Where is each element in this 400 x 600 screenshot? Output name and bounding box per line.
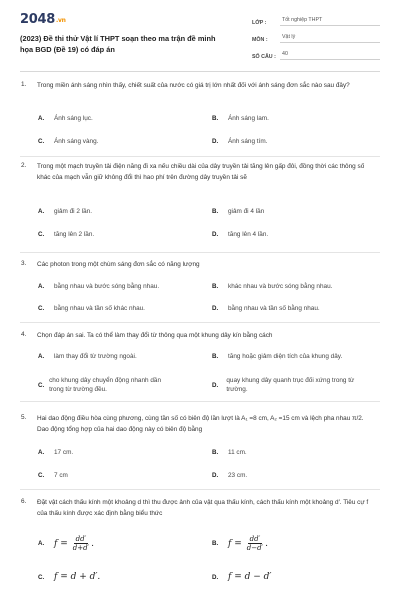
question-number: 2. bbox=[21, 162, 27, 169]
question-3 bbox=[20, 260, 380, 271]
header bbox=[0, 0, 400, 68]
meta-class-label: LỚP : bbox=[252, 20, 267, 26]
option-2b[interactable]: B. giảm đi 4 lần bbox=[212, 208, 265, 215]
question-text: Trong một mạch truyền tải điện năng đi xa nếu chiều dài của dây truyền tải tăng lên gấp đôi, đồng thời các thông số khác của mạch vẫn giữ không đổi thì hao phí trên đường dây truyền tải sẽ bbox=[37, 163, 365, 181]
document-meta bbox=[252, 13, 380, 64]
option-4a[interactable]: A. làm thay đổi từ trường ngoài. bbox=[38, 353, 137, 360]
question-divider bbox=[20, 156, 380, 157]
option-4c[interactable]: C. cho khung dây chuyển động nhanh dần trong từ trường đều. bbox=[38, 377, 162, 393]
document-title: (2023) Đề thi thử Vật lí THPT soạn theo ma trận đề minh họa BGD (Đề 19) có đáp án bbox=[20, 34, 216, 54]
option-6a[interactable]: A. f = $\frac{dd'}{d+d'}$ . bbox=[38, 535, 95, 552]
question-5 bbox=[20, 414, 380, 435]
question-divider bbox=[20, 489, 380, 490]
question-1 bbox=[20, 81, 380, 92]
site-logo[interactable]: 2048.vn bbox=[20, 12, 66, 27]
option-3b[interactable]: B. khác nhau và bước sóng bằng nhau. bbox=[212, 283, 333, 290]
formula-6c: f = d + d′. bbox=[54, 572, 101, 582]
option-2a[interactable]: A. giảm đi 2 lần. bbox=[38, 208, 93, 215]
question-divider bbox=[20, 322, 380, 323]
question-number: 6. bbox=[21, 498, 27, 505]
option-5b[interactable]: B. 11 cm. bbox=[212, 449, 247, 456]
question-text: Hai dao động điều hòa cùng phương, cùng tần số có biên độ lần lượt là A₁ =8 cm, A₂ =15 cm và lệch pha nhau π/2. Dao động tổng hợp của hai dao động này có biên độ bằng bbox=[37, 415, 364, 433]
question-divider bbox=[20, 252, 380, 253]
question-text: Trong miền ánh sáng nhìn thấy, chiết suất của nước có giá trị lớn nhất đối với ánh sáng đơn sắc nào sau đây? bbox=[37, 82, 350, 89]
option-5c[interactable]: C. 7 cm bbox=[38, 472, 68, 479]
meta-class bbox=[252, 13, 380, 26]
meta-class-value: Tốt nghiệp THPT bbox=[280, 17, 380, 26]
question-number: 3. bbox=[21, 260, 27, 267]
question-2 bbox=[20, 162, 380, 183]
option-2c[interactable]: C. tăng lên 2 lần. bbox=[38, 231, 95, 238]
question-4 bbox=[20, 331, 380, 342]
option-4d[interactable]: D. quay khung dây quanh trục đối xứng trong từ trường. bbox=[212, 377, 355, 393]
question-number: 4. bbox=[21, 331, 27, 338]
option-4b[interactable]: B. tăng hoặc giảm diện tích của khung dây. bbox=[212, 353, 343, 360]
option-1a[interactable]: A. Ánh sáng lục. bbox=[38, 115, 93, 122]
formula-6b: f = $\frac{dd'}{d-d'}$ . bbox=[228, 535, 269, 552]
option-6b[interactable]: B. f = $\frac{dd'}{d-d'}$ . bbox=[212, 535, 269, 552]
meta-subject-label: MÔN : bbox=[252, 37, 268, 43]
option-5a[interactable]: A. 17 cm. bbox=[38, 449, 74, 456]
question-6 bbox=[20, 498, 380, 519]
formula-6d: f = d − d′ bbox=[228, 572, 272, 582]
option-6d[interactable]: D. f = d − d′ bbox=[212, 572, 272, 582]
question-text: Các photon trong một chùm sáng đơn sắc có năng lượng bbox=[37, 261, 200, 268]
question-number: 1. bbox=[21, 81, 27, 88]
option-1b[interactable]: B. Ánh sáng lam. bbox=[212, 115, 269, 122]
option-1d[interactable]: D. Ánh sáng tím. bbox=[212, 138, 268, 145]
meta-subject bbox=[252, 30, 380, 43]
meta-subject-value: Vật lý bbox=[280, 34, 380, 43]
question-text: Chọn đáp án sai. Ta có thể làm thay đổi từ thông qua một khung dây kín bằng cách bbox=[37, 332, 273, 339]
option-6c[interactable]: C. f = d + d′. bbox=[38, 572, 101, 582]
meta-count-label: SỐ CÂU : bbox=[252, 54, 276, 60]
question-text: Đặt vật cách thấu kính một khoảng d thì thu được ảnh của vật qua thấu kính, cách thấu kính một khoảng d′. Tiêu cự f của thấu kính được xác định bằng biểu thức bbox=[37, 499, 369, 517]
option-5d[interactable]: D. 23 cm. bbox=[212, 472, 248, 479]
question-divider bbox=[20, 401, 380, 402]
question-number: 5. bbox=[21, 414, 27, 421]
header-divider bbox=[20, 71, 380, 72]
option-1c[interactable]: C. Ánh sáng vàng. bbox=[38, 138, 99, 145]
meta-count bbox=[252, 47, 380, 60]
meta-count-value: 40 bbox=[280, 51, 380, 60]
option-3d[interactable]: D. bằng nhau và tần số bằng nhau. bbox=[212, 305, 320, 312]
option-3a[interactable]: A. bằng nhau và bước sóng bằng nhau. bbox=[38, 283, 160, 290]
formula-6a: f = $\frac{dd'}{d+d'}$ . bbox=[54, 535, 95, 552]
option-3c[interactable]: C. bằng nhau và tần số khác nhau. bbox=[38, 305, 145, 312]
option-2d[interactable]: D. tăng lên 4 lần. bbox=[212, 231, 269, 238]
